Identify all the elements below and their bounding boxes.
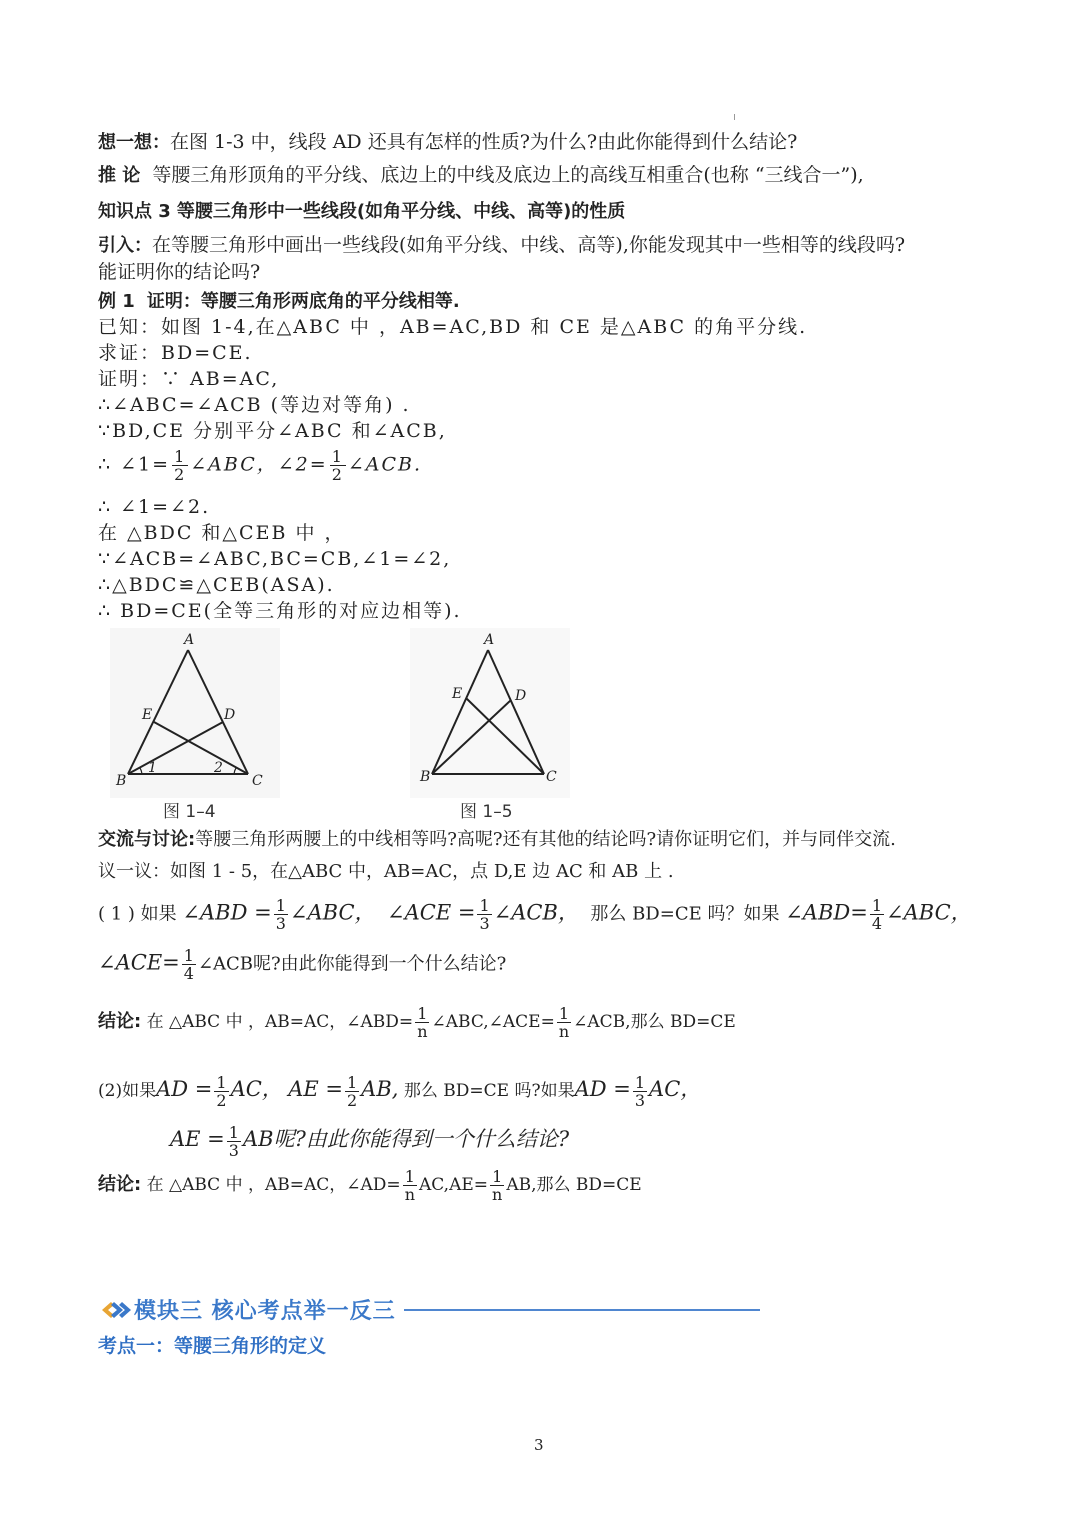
fraction-1-over-n xyxy=(415,1005,429,1040)
q1-c: ∠ABC， xyxy=(289,900,376,925)
q1-j: ∠ACB呢?由此你能得到一个什么结论? xyxy=(197,953,507,975)
frac-num: 1 xyxy=(183,946,194,965)
label-e: E xyxy=(142,707,153,723)
fraction-half xyxy=(345,1074,359,1109)
think-text: 在图 1-3 中，线段 AD 还具有怎样的性质?为什么?由此你能得到什么结论? xyxy=(170,131,798,153)
fraction-third xyxy=(633,1074,647,1109)
proof-l4-c: ∠ACB. xyxy=(347,453,423,476)
frac-num: 1 xyxy=(346,1073,358,1092)
scan-mark xyxy=(734,114,735,120)
fraction-half xyxy=(172,448,188,483)
frac-den: 2 xyxy=(346,1091,358,1110)
conclusion-2-b: AC,AE= xyxy=(419,1175,489,1195)
label-a: A xyxy=(184,632,195,648)
conclusion-2 xyxy=(98,1168,642,1203)
proof-line-5: ∴ ∠1=∠2. xyxy=(98,496,211,518)
fraction-1-over-n xyxy=(403,1168,417,1203)
q2-c: AC， xyxy=(230,1077,283,1101)
fraction-half xyxy=(214,1074,228,1109)
q1-h: ∠ABC， xyxy=(886,900,972,925)
q2-g: AD = xyxy=(574,1077,631,1101)
q1-d: ∠ACE = xyxy=(387,900,476,925)
module-divider xyxy=(404,1309,760,1311)
q2-d: AE = xyxy=(288,1077,343,1101)
frac-den: n xyxy=(558,1022,570,1041)
fraction-quarter xyxy=(870,897,884,932)
intro-line-2: 能证明你的结论吗? xyxy=(98,261,261,283)
q2-i: AE = xyxy=(170,1127,225,1151)
discuss-line-2: 议一议：如图 1 - 5，在△ABC 中，AB=AC，点 D,E 边 AC 和 AB 上 . xyxy=(98,861,674,882)
fraction-third xyxy=(477,897,491,932)
label-c: C xyxy=(252,773,263,789)
frac-den: 3 xyxy=(228,1141,239,1160)
conclusion-2-a: 在 △ABC 中 ，AB=AC，∠AD= xyxy=(146,1175,401,1195)
example-heading xyxy=(98,289,460,314)
fraction-half xyxy=(330,448,346,483)
conclusion-1 xyxy=(98,1005,736,1040)
q2-b: AD = xyxy=(156,1077,213,1101)
proof-line-1: 证明：∵ AB=AC, xyxy=(98,368,280,390)
q1-e: ∠ACB， xyxy=(493,900,579,925)
frac-num: 1 xyxy=(492,1167,503,1186)
knowledge-text: 等腰三角形中一些线段(如角平分线、中线、高等)的性质 xyxy=(176,201,626,222)
angle-2-label: 2 xyxy=(214,760,223,776)
frac-num: 1 xyxy=(404,1167,415,1186)
q1-a: ( 1 ) 如果 xyxy=(98,903,177,925)
frac-num: 1 xyxy=(417,1004,428,1023)
example-text: 证明：等腰三角形两底角的平分线相等. xyxy=(146,291,460,312)
think-line xyxy=(98,130,797,155)
fraction-quarter xyxy=(182,947,196,982)
intro-line xyxy=(98,233,905,258)
proof-given: 已知：如图 1-4,在△ABC 中 ，AB=AC,BD 和 CE 是△ABC 的角平分线. xyxy=(98,316,808,338)
proof-line-9: ∴ BD=CE(全等三角形的对应边相等). xyxy=(98,600,462,622)
frac-num: 1 xyxy=(275,896,286,915)
proof-line-8: ∴△BDC≌△CEB(ASA). xyxy=(98,574,335,596)
page-number: 3 xyxy=(534,1436,544,1454)
proof-line-6: 在 △BDC 和△CEB 中 ， xyxy=(98,522,346,544)
conclusion-2-c: AB,那么 BD=CE xyxy=(506,1175,642,1195)
proof-prove: 求证：BD=CE. xyxy=(98,342,253,364)
example-label: 例 1 xyxy=(98,291,135,312)
frac-den: 3 xyxy=(634,1091,646,1110)
angle-1-label: 1 xyxy=(148,760,157,776)
conclusion-1-label: 结论: xyxy=(98,1011,142,1032)
module-heading xyxy=(100,1294,760,1325)
knowledge-label: 知识点 3 xyxy=(98,201,171,222)
conclusion-1-b: ∠ABC,∠ACE= xyxy=(431,1012,555,1032)
label-e: E xyxy=(452,686,463,702)
fraction-1-over-n xyxy=(490,1168,504,1203)
frac-den: n xyxy=(417,1022,428,1041)
q2-h: AC， xyxy=(649,1077,702,1101)
q2-f: 那么 BD=CE 吗?如果 xyxy=(403,1081,575,1101)
discussion-label: 交流与讨论: xyxy=(98,829,196,850)
q1-i: ∠ACE= xyxy=(98,950,180,975)
label-a: A xyxy=(484,632,495,648)
deduction-line xyxy=(98,163,864,188)
q1-b: ∠ABD = xyxy=(182,900,272,925)
deduction-text: 等腰三角形顶角的平分线、底边上的中线及底边上的高线互相重合(也称 “三线合一”), xyxy=(152,164,864,186)
discussion-text: 等腰三角形两腰上的中线相等吗?高呢?还有其他的结论吗?请你证明它们，并与同伴交流. xyxy=(195,829,896,850)
question-2 xyxy=(98,1074,701,1109)
kaodian-heading: 考点一：等腰三角形的定义 xyxy=(98,1335,327,1357)
frac-den: 4 xyxy=(183,964,194,983)
think-label: 想一想： xyxy=(98,132,170,153)
figure-1-5-caption: 图 1–5 xyxy=(460,802,513,822)
q2-j: AB呢?由此你能得到一个什么结论? xyxy=(242,1127,570,1151)
question-1-cont xyxy=(98,947,506,982)
fraction-1-over-n xyxy=(557,1005,571,1040)
frac-den: 2 xyxy=(174,465,187,484)
conclusion-2-label: 结论: xyxy=(98,1174,142,1195)
frac-num: 1 xyxy=(871,896,883,915)
intro-label: 引入： xyxy=(98,235,152,256)
proof-l4-b: ∠ABC，∠2= xyxy=(190,453,328,476)
conclusion-1-c: ∠ACB,那么 BD=CE xyxy=(573,1012,736,1032)
proof-line-4 xyxy=(98,448,422,483)
figure-1-5 xyxy=(410,628,570,798)
question-2-cont xyxy=(170,1124,569,1159)
frac-den: 2 xyxy=(216,1091,227,1110)
deduction-label: 推 论 xyxy=(98,165,141,186)
frac-den: 3 xyxy=(479,914,490,933)
proof-line-7: ∵∠ACB=∠ABC,BC=CB,∠1=∠2, xyxy=(98,548,452,570)
q1-f: 那么 BD=CE 吗？如果 xyxy=(590,903,780,925)
frac-num: 1 xyxy=(216,1073,227,1092)
frac-num: 1 xyxy=(228,1123,239,1142)
double-chevron-icon xyxy=(100,1299,134,1321)
frac-den: n xyxy=(404,1185,415,1204)
fraction-third xyxy=(274,897,288,932)
frac-num: 1 xyxy=(331,447,344,466)
label-b: B xyxy=(116,773,127,789)
frac-den: 2 xyxy=(331,465,344,484)
q2-a: (2)如果 xyxy=(98,1081,157,1101)
proof-line-2: ∴∠ABC=∠ACB (等边对等角) . xyxy=(98,394,411,416)
q1-g: ∠ABD= xyxy=(785,900,868,925)
label-d: D xyxy=(224,707,236,723)
fraction-third xyxy=(227,1124,241,1159)
intro-text: 在等腰三角形中画出一些线段(如角平分线、中线、高等),你能发现其中一些相等的线段吗? xyxy=(152,234,906,256)
frac-num: 1 xyxy=(479,896,490,915)
figure-1-4 xyxy=(110,628,280,798)
label-b: B xyxy=(420,769,431,785)
q2-e: AB, xyxy=(361,1077,399,1101)
frac-den: 3 xyxy=(275,914,286,933)
label-d: D xyxy=(515,688,527,704)
proof-line-3: ∵BD,CE 分别平分∠ABC 和∠ACB, xyxy=(98,420,447,442)
frac-den: 4 xyxy=(871,914,883,933)
question-1 xyxy=(98,897,972,932)
label-c: C xyxy=(546,769,557,785)
knowledge-heading xyxy=(98,199,625,224)
frac-num: 1 xyxy=(174,447,187,466)
module-title: 模块三 核心考点举一反三 xyxy=(134,1299,396,1324)
frac-num: 1 xyxy=(634,1073,646,1092)
proof-l4-a: ∴ ∠1= xyxy=(98,453,171,476)
frac-num: 1 xyxy=(558,1004,570,1023)
discussion-line xyxy=(98,828,896,852)
frac-den: n xyxy=(492,1185,503,1204)
figure-1-4-caption: 图 1–4 xyxy=(163,802,216,822)
conclusion-1-a: 在 △ABC 中 ，AB=AC，∠ABD= xyxy=(146,1012,414,1032)
